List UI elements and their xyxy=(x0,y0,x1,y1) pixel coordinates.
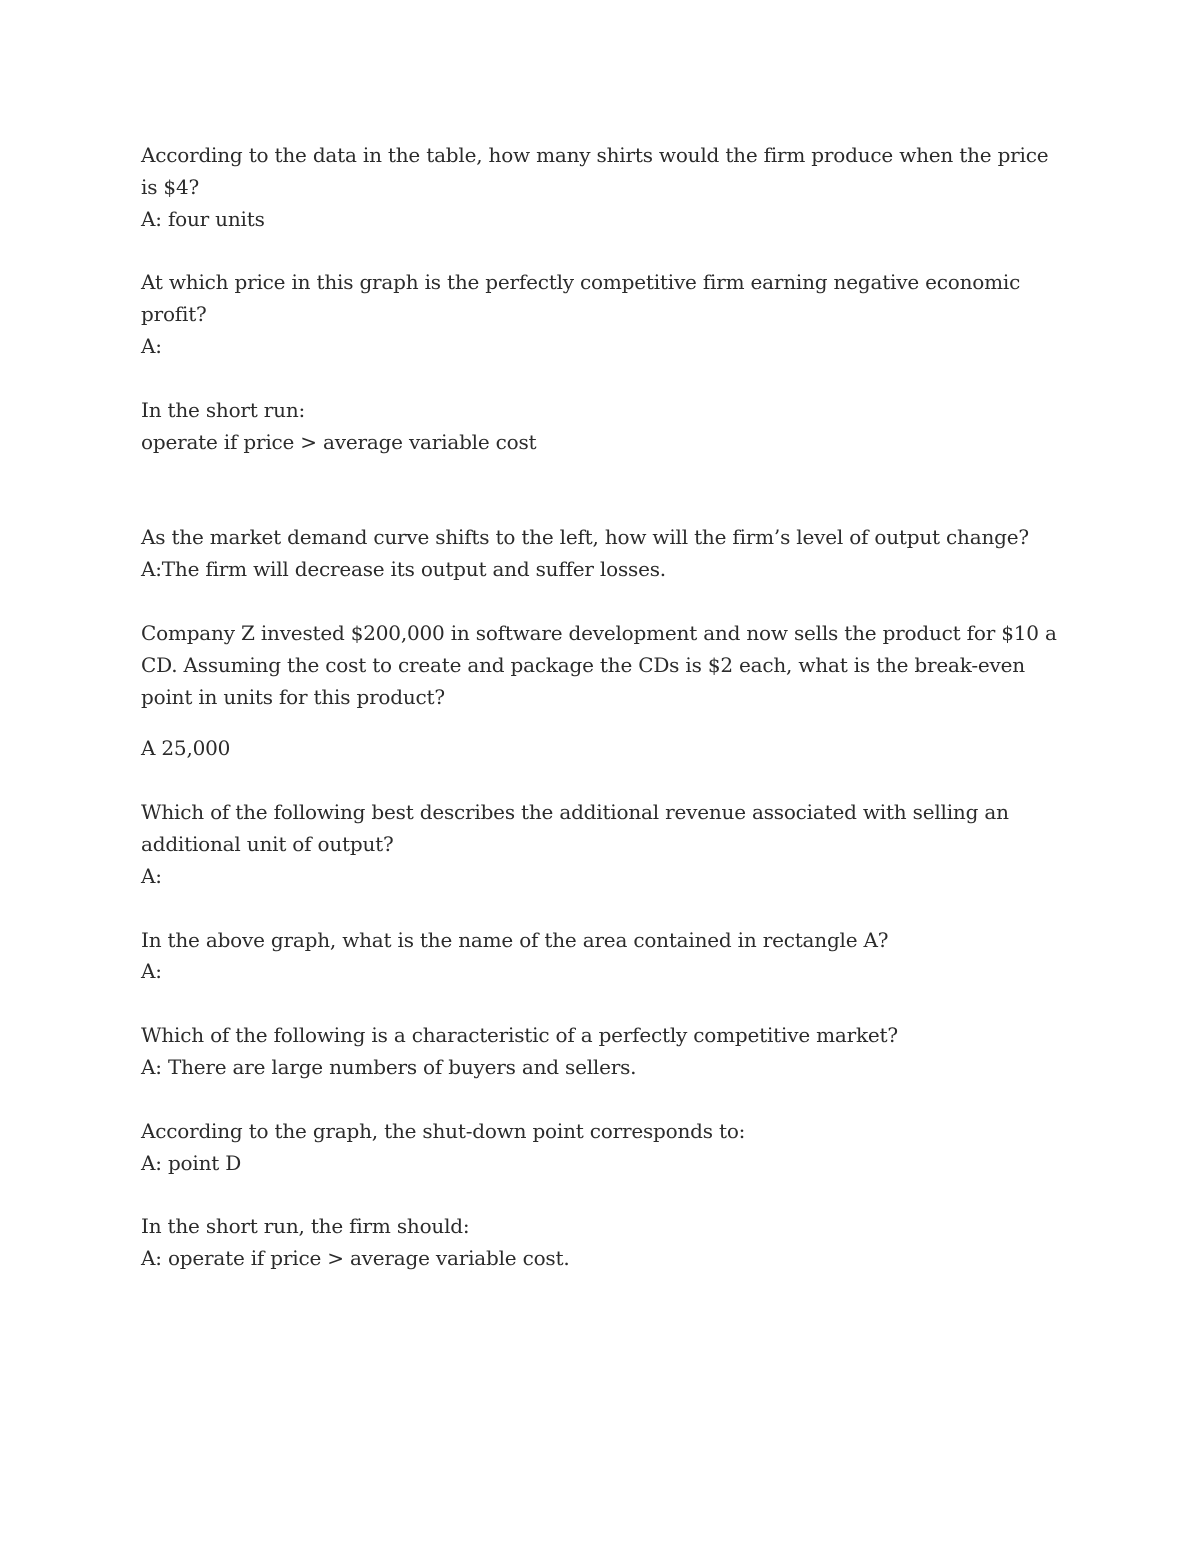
spacer xyxy=(141,1084,1071,1116)
spacer xyxy=(141,235,1071,267)
q4-line-1: Company Z invested $200,000 in software development and now sells the product for $10 a xyxy=(141,620,1057,645)
q7-answer: A: There are large numbers of buyers and sellers. xyxy=(141,1054,637,1079)
note-text: operate if price > average variable cost xyxy=(141,429,537,454)
spacer xyxy=(141,1179,1071,1211)
q6-line-1: In the above graph, what is the name of the area contained in rectangle A? xyxy=(141,927,889,952)
q2-answer: A: xyxy=(141,333,162,358)
q1-line-1: According to the data in the table, how many shirts would the firm produce when the price xyxy=(141,143,1049,167)
document-body xyxy=(141,140,1071,1275)
q9-line-1: In the short run, the firm should: xyxy=(141,1214,470,1239)
q4-line-3: point in units for this product? xyxy=(141,684,445,709)
q1-answer: A: four units xyxy=(141,206,265,231)
q5-line-2: additional unit of output? xyxy=(141,831,394,856)
note-heading: In the short run: xyxy=(141,397,306,422)
q7-line-1: Which of the following is a characteristic of a perfectly competitive market? xyxy=(141,1023,898,1048)
q5-answer: A: xyxy=(141,863,162,888)
spacer xyxy=(141,988,1071,1020)
q3-line-1: As the market demand curve shifts to the left, how will the firm’s level of output change? xyxy=(141,525,1029,550)
q8-line-1: According to the graph, the shut-down point corresponds to: xyxy=(141,1118,746,1143)
q2-line-2: profit? xyxy=(141,302,207,327)
q8-answer: A: point D xyxy=(141,1150,242,1175)
q5-line-1: Which of the following best describes the additional revenue associated with selling an xyxy=(141,800,1009,825)
q1-line-2: is $4? xyxy=(141,174,199,199)
spacer xyxy=(141,893,1071,925)
spacer xyxy=(141,363,1071,395)
q2-line-1: At which price in this graph is the perfectly competitive firm earning negative economic xyxy=(141,270,1021,295)
q9-answer: A: operate if price > average variable cost. xyxy=(141,1246,570,1271)
q6-answer: A: xyxy=(141,959,162,984)
spacer xyxy=(141,586,1071,618)
spacer xyxy=(141,458,1071,522)
q4-answer: A 25,000 xyxy=(141,736,231,761)
q3-answer: A:The firm will decrease its output and suffer losses. xyxy=(141,557,666,582)
q4-line-2: CD. Assuming the cost to create and package the CDs is $2 each, what is the break-even xyxy=(141,652,1025,677)
spacer xyxy=(141,765,1071,797)
spacer xyxy=(141,713,1071,733)
